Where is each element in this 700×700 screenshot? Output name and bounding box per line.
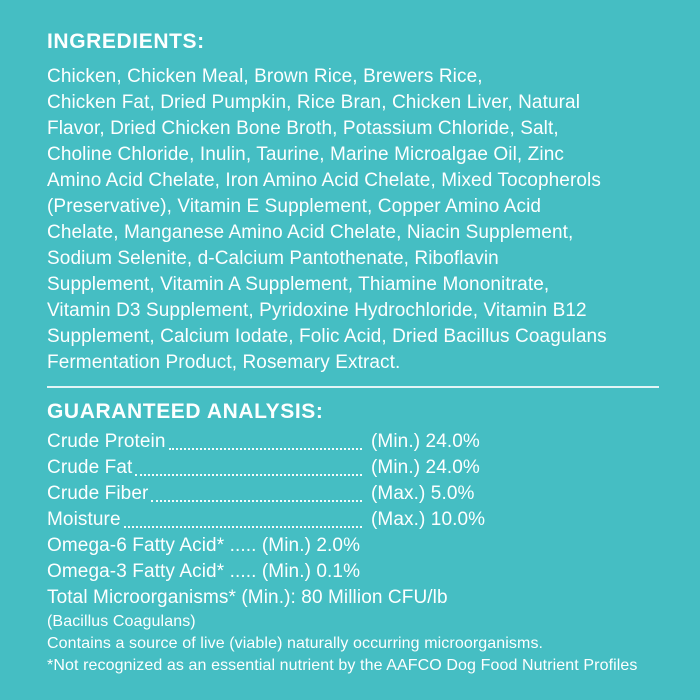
- analysis-label: Crude Fiber: [47, 483, 149, 504]
- analysis-label: Crude Protein: [47, 431, 166, 452]
- ingredients-line: Flavor, Dried Chicken Bone Broth, Potassium Chloride, Salt,: [47, 118, 559, 139]
- dotted-leader: [135, 474, 362, 476]
- ingredients-line: Fermentation Product, Rosemary Extract.: [47, 352, 401, 373]
- aafco-footnote: *Not recognized as an essential nutrient by the AAFCO Dog Food Nutrient Profiles: [47, 657, 638, 674]
- dotted-leader: [124, 526, 362, 528]
- analysis-row-crude-fiber: [47, 481, 660, 507]
- guaranteed-analysis-table: [47, 429, 660, 677]
- analysis-value: (Max.) 5.0%: [371, 483, 475, 504]
- analysis-label: Crude Fat: [47, 457, 133, 478]
- ingredients-line: Vitamin D3 Supplement, Pyridoxine Hydrochloride, Vitamin B12: [47, 300, 587, 321]
- analysis-row-omega3: Omega-3 Fatty Acid* ..... (Min.) 0.1%: [47, 561, 361, 582]
- ingredients-list: [47, 64, 660, 376]
- dotted-leader: [151, 500, 362, 502]
- ingredients-line: Sodium Selenite, d-Calcium Pantothenate, Riboflavin: [47, 248, 499, 269]
- analysis-row-crude-protein: [47, 429, 660, 455]
- analysis-row-left: [47, 455, 365, 481]
- analysis-row-left: [47, 429, 365, 455]
- section-divider: [47, 386, 659, 388]
- guaranteed-analysis-heading: GUARANTEED ANALYSIS:: [47, 400, 324, 423]
- analysis-row-omega6: Omega-6 Fatty Acid* ..... (Min.) 2.0%: [47, 535, 361, 556]
- analysis-row-moisture: [47, 507, 660, 533]
- analysis-value: (Min.) 24.0%: [371, 457, 480, 478]
- ingredients-line: Chicken Fat, Dried Pumpkin, Rice Bran, Chicken Liver, Natural: [47, 92, 581, 113]
- ingredients-line: (Preservative), Vitamin E Supplement, Copper Amino Acid: [47, 196, 542, 217]
- viable-microorganisms-note: Contains a source of live (viable) naturally occurring microorganisms.: [47, 635, 544, 652]
- analysis-row-left: [47, 507, 365, 533]
- analysis-row-total-microorganisms: Total Microorganisms* (Min.): 80 Million CFU/lb: [47, 587, 448, 608]
- dotted-leader: [169, 448, 362, 450]
- ingredients-line: Choline Chloride, Inulin, Taurine, Marine Microalgae Oil, Zinc: [47, 144, 564, 165]
- analysis-row-left: [47, 481, 365, 507]
- ingredients-line: Supplement, Vitamin A Supplement, Thiamine Mononitrate,: [47, 274, 550, 295]
- analysis-label: Moisture: [47, 509, 121, 530]
- ingredients-line: Supplement, Calcium Iodate, Folic Acid, Dried Bacillus Coagulans: [47, 326, 607, 347]
- ingredients-heading: INGREDIENTS:: [47, 30, 205, 53]
- analysis-value: (Max.) 10.0%: [371, 509, 486, 530]
- ingredients-line: Chicken, Chicken Meal, Brown Rice, Brewers Rice,: [47, 66, 483, 87]
- analysis-value: (Min.) 24.0%: [371, 431, 480, 452]
- analysis-row-crude-fat: [47, 455, 660, 481]
- ingredients-line: Amino Acid Chelate, Iron Amino Acid Chelate, Mixed Tocopherols: [47, 170, 601, 191]
- ingredients-line: Chelate, Manganese Amino Acid Chelate, Niacin Supplement,: [47, 222, 574, 243]
- strain-note: (Bacillus Coagulans): [47, 613, 196, 630]
